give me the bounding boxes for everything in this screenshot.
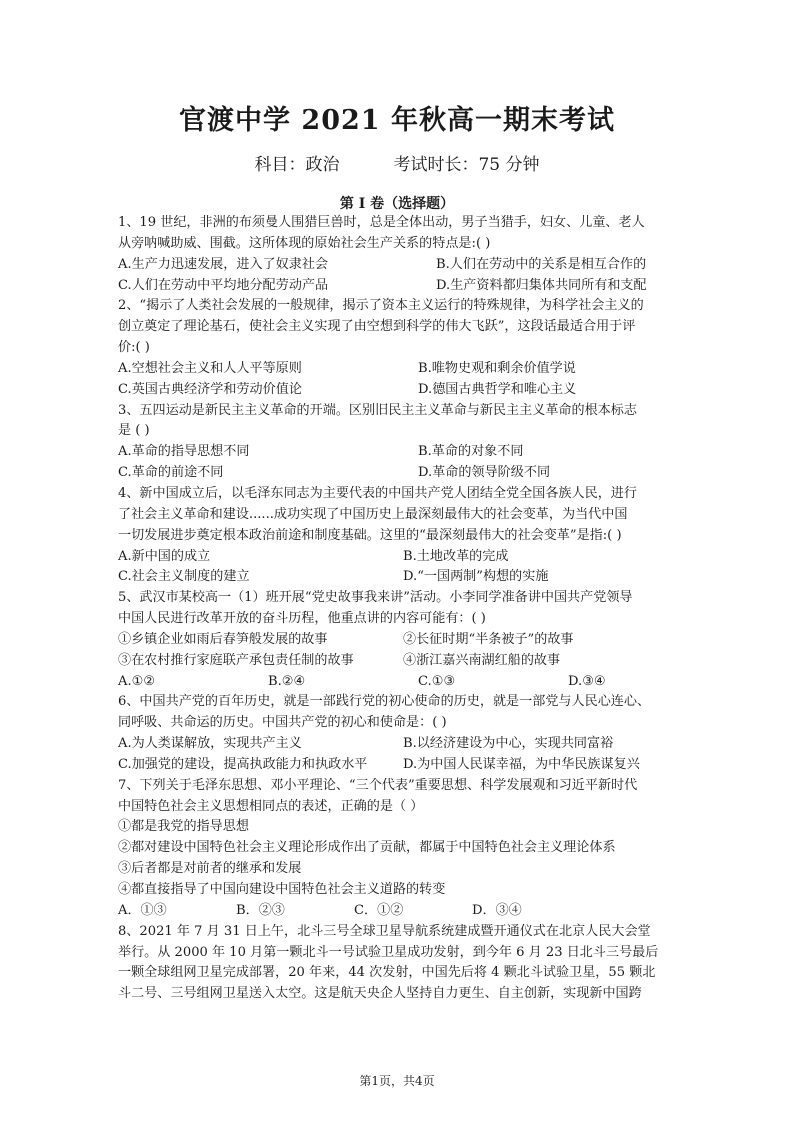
question-text-line: 8、2021 年 7 月 31 日上午，北斗三号全球卫星导航系统建成暨开通仪式在北京人民大会堂 xyxy=(118,923,651,939)
question-5 xyxy=(118,588,678,692)
option-d: D.③④ xyxy=(568,673,606,689)
option-a: A.为人类谋解放，实现共产主义 xyxy=(118,736,302,752)
question-6 xyxy=(118,692,678,775)
option-b: B.人们在劳动中的关系是相互合作的 xyxy=(436,256,647,272)
question-text-line: 一切发展进步奠定根本政治前途和制度基础。这里的“最深刻最伟大的社会变革”是指:( ) xyxy=(118,527,622,543)
page-footer: 第1页，共4页 xyxy=(359,1074,435,1088)
question-4 xyxy=(118,484,678,588)
option-d: D.生产资料都归集体共同所有和支配 xyxy=(436,277,647,293)
question-text-line: 5、武汉市某校高一（1）班开展“党史故事我来讲”活动。小李同学准备讲中国共产党领导 xyxy=(118,590,633,606)
option-c: C.人们在劳动中平均地分配劳动产品 xyxy=(118,277,329,293)
question-text-line: 斗二号、三号组网卫星送入太空。这是航天央企人坚持自力更生、自主创新，实现新中国跨 xyxy=(118,986,642,1002)
question-1 xyxy=(118,213,678,296)
statement-2: ②长征时期“半条被子”的故事 xyxy=(403,631,574,647)
question-2 xyxy=(118,296,678,400)
option-b: B.唯物史观和剩余价值学说 xyxy=(418,360,576,376)
option-d: D.德国古典哲学和唯心主义 xyxy=(418,381,577,397)
question-text-line: 价:( ) xyxy=(118,340,150,356)
option-b: B.土地改革的完成 xyxy=(403,548,509,564)
question-text-line: 1、19 世纪，非洲的布须曼人围猎巨兽时，总是全体出动，男子当猎手，妇女、儿童、老人 xyxy=(118,215,645,230)
option-a: A.空想社会主义和人人平等原则 xyxy=(118,360,302,376)
question-text-line: 2、“揭示了人类社会发展的一般规律，揭示了资本主义运行的特殊规律，为科学社会主义的 xyxy=(118,298,644,314)
question-text-line: 7、下列关于毛泽东思想、邓小平理论、“三个代表”重要思想、科学发展观和习近平新时代 xyxy=(118,777,638,793)
option-c: C.英国古典经济学和劳动价值论 xyxy=(118,381,302,397)
option-a: A.①② xyxy=(118,673,156,689)
exam-title: 官渡中学 2021 年秋高一期末考试 xyxy=(179,105,615,136)
subject-label: 科目：政治 xyxy=(254,155,340,175)
section-title: 第 I 卷（选择题） xyxy=(339,196,455,212)
option-d: D.革命的领导阶级不同 xyxy=(418,465,551,481)
question-text-line: 创立奠定了理论基石，使社会主义实现了由空想到科学的伟大飞跃”，这段话最适合用于评 xyxy=(118,319,636,335)
question-text-line: 举行。从 2000 年 10 月第一颗北斗一号试验卫星成功发射，到今年 6 月 23 日北斗三号最后 xyxy=(118,944,659,960)
option-d: D．③④ xyxy=(472,902,522,918)
question-7 xyxy=(118,776,678,922)
statement-4: ④浙江嘉兴南湖红船的故事 xyxy=(403,652,561,668)
option-b: B．②③ xyxy=(236,902,285,918)
option-a: A.革命的指导思想不同 xyxy=(118,444,250,460)
option-c: C．①② xyxy=(354,902,404,918)
question-text-line: 同呼吸、共命运的历史。中国共产党的初心和使命是：( ) xyxy=(118,715,447,731)
option-c: C.加强党的建设，提高执政能力和执政水平 xyxy=(118,756,368,772)
question-text-line: 是 ( ) xyxy=(118,423,150,439)
statement-4: ④都直接指导了中国向建设中国特色社会主义道路的转变 xyxy=(118,882,446,897)
question-text-line: 中国人民进行改革开放的奋斗历程，他重点讲的内容可能有：( ) xyxy=(118,611,486,627)
option-c: C.革命的前途不同 xyxy=(118,465,224,481)
question-text-line: 6、中国共产党的百年历史，就是一部践行党的初心使命的历史，就是一部党与人民心连心、 xyxy=(118,694,651,710)
question-text-line: 一颗全球组网卫星完成部署，20 年来，44 次发射，中国先后将 4 颗北斗试验卫星，55 颗北 xyxy=(118,965,656,981)
question-3 xyxy=(118,401,678,484)
option-b: B.②④ xyxy=(268,673,306,689)
option-b: B.以经济建设为中心，实现共同富裕 xyxy=(403,736,614,752)
statement-1: ①都是我党的指导思想 xyxy=(118,819,249,835)
question-8 xyxy=(118,922,678,1005)
question-list xyxy=(118,213,678,1005)
option-a: A.新中国的成立 xyxy=(118,548,211,564)
option-d: D.“一国两制”构想的实施 xyxy=(403,569,549,585)
option-a: A．①③ xyxy=(118,902,167,918)
option-c: C.社会主义制度的建立 xyxy=(118,569,250,585)
question-text-line: 了社会主义革命和建设......成功实现了中国历史上最深刻最伟大的社会变革，为当代中国 xyxy=(118,506,628,522)
option-c: C.①③ xyxy=(418,673,456,689)
option-d: D.为中国人民谋幸福，为中华民族谋复兴 xyxy=(403,756,640,772)
option-a: A.生产力迅速发展，进入了奴隶社会 xyxy=(118,256,329,272)
statement-1: ①乡镇企业如雨后春笋般发展的故事 xyxy=(118,631,328,647)
question-text-line: 中国特色社会主义思想相同点的表述，正确的是（ ） xyxy=(118,798,424,814)
question-text-line: 3、五四运动是新民主主义革命的开端。区别旧民主主义革命与新民主主义革命的根本标志 xyxy=(118,402,637,418)
question-text-line: 从旁呐喊助威、围截。这所体现的原始社会生产关系的特点是:( ) xyxy=(118,235,491,251)
exam-subtitle xyxy=(0,150,794,175)
statement-3: ③后者都是对前者的继承和发展 xyxy=(118,861,302,877)
option-b: B.革命的对象不同 xyxy=(418,444,524,460)
statement-2: ②都对建设中国特色社会主义理论形成作出了贡献，都属于中国特色社会主义理论体系 xyxy=(118,840,616,856)
statement-3: ③在农村推行家庭联产承包责任制的故事 xyxy=(118,652,354,668)
duration-label: 考试时长：75 分钟 xyxy=(393,155,540,175)
question-text-line: 4、新中国成立后，以毛泽东同志为主要代表的中国共产党人团结全党全国各族人民，进行 xyxy=(118,485,637,501)
